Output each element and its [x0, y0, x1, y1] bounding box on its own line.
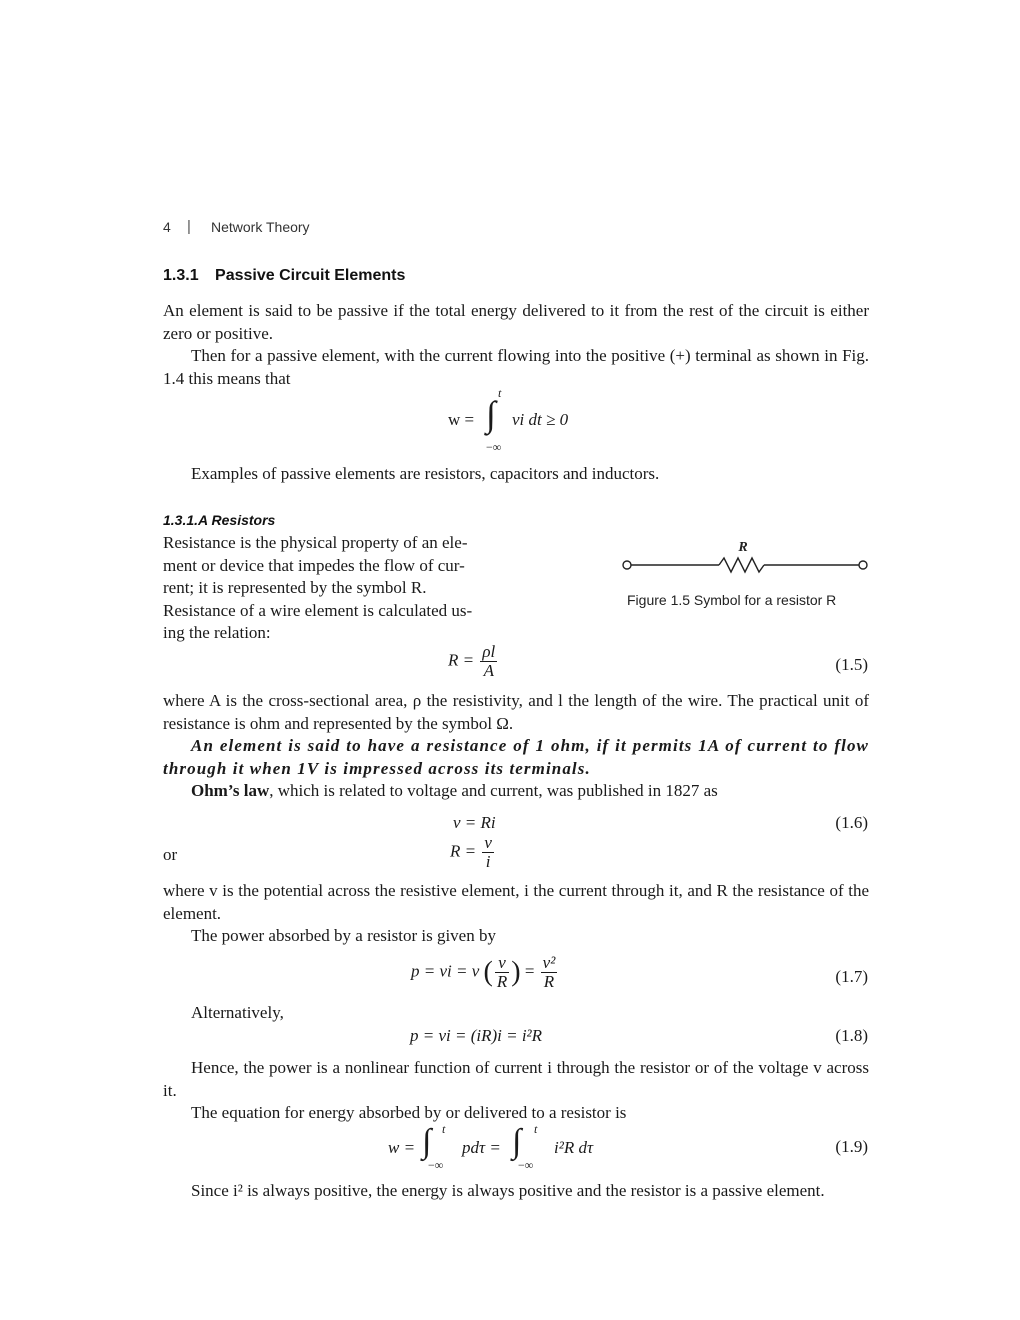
paragraph-v-definition: where v is the potential across the resistive element, i the current through it, and R the resistance of the element. [163, 881, 869, 923]
page-number: 4 [163, 219, 171, 235]
eq-1-7-den-2: R [543, 972, 555, 991]
equation-number-1-5: (1.5) [835, 655, 868, 674]
eq-1-9-body-2: i²R dτ [554, 1138, 594, 1157]
intro-line-1: Resistance is the physical property of an ele- [163, 533, 468, 552]
eq-1-7-paren-close: ) [511, 956, 521, 988]
paragraph-since: Since i² is always positive, the energy is always positive and the resistor is a passive element. [191, 1181, 825, 1200]
paragraph-power: The power absorbed by a resistor is given by [191, 926, 496, 945]
intro-line-5: ing the relation: [163, 623, 271, 642]
paragraph-ohms-law [163, 780, 869, 803]
figure-resistor [615, 534, 875, 614]
eq-1-9-upper-1: t [442, 1122, 446, 1136]
eq-upper-limit: t [498, 386, 502, 400]
eq-1-6-numerator: v [484, 833, 492, 852]
equation-1-6: v = Ri [453, 813, 496, 832]
eq-1-5-lhs: R = [448, 650, 475, 670]
paragraph-energy: The equation for energy absorbed by or delivered to a resistor is [191, 1103, 627, 1122]
equation-number-1-9: (1.9) [835, 1137, 868, 1156]
eq-1-7-num-1: v [495, 954, 509, 973]
eq-1-7-num-2: v² [542, 953, 556, 972]
running-header-title: Network Theory [211, 219, 310, 235]
intro-line-3: rent; it is represented by the symbol R. [163, 578, 427, 597]
eq-1-5-denominator: A [483, 661, 494, 680]
paragraph-cross-section: where A is the cross-sectional area, ρ the resistivity, and l the length of the wire. The practical unit of resistance is ohm and represented by the symbol Ω. [163, 691, 869, 733]
resistor-zigzag [719, 558, 764, 572]
terminal-left [623, 561, 631, 569]
eq-integral-sign: ∫ [486, 394, 496, 434]
equation-passive-energy [448, 386, 608, 456]
eq-1-9-integral-1: ∫ [422, 1123, 432, 1160]
eq-1-9-lower-1: −∞ [428, 1158, 444, 1172]
paragraph-hence: Hence, the power is a nonlinear function of current i through the resistor or of the voltage v across it. [163, 1058, 869, 1100]
paragraph-definition-passive: An element is said to be passive if the total energy delivered to it from the rest of the circuit is either zero or positive. [163, 301, 869, 343]
ohms-law-term: Ohm’s law [191, 781, 270, 800]
eq-1-9-lhs: w = [388, 1138, 416, 1157]
eq-1-5-fraction [480, 643, 497, 680]
eq-1-9-integral-2: ∫ [512, 1123, 522, 1160]
resistor-symbol-graphic [615, 534, 875, 584]
or-label: or [163, 845, 178, 864]
section-title: Passive Circuit Elements [215, 267, 406, 284]
eq-1-5-numerator: ρl [482, 642, 496, 661]
paragraph-alternatively: Alternatively, [191, 1003, 284, 1022]
eq-lhs: w = [448, 410, 475, 429]
eq-1-6-fraction [482, 834, 494, 871]
intro-line-4: Resistance of a wire element is calculated us- [163, 600, 473, 620]
subsection-heading: 1.3.1.A Resistors [163, 512, 276, 528]
eq-1-7-fraction-2 [541, 954, 558, 991]
eq-lower-limit: −∞ [486, 440, 502, 454]
equation-number-1-7: (1.7) [835, 967, 868, 986]
section-number: 1.3.1 [163, 267, 199, 284]
equation-1-7 [411, 954, 559, 991]
equation-number-1-6: (1.6) [835, 813, 868, 832]
intro-line-2: ment or device that impedes the flow of cur- [163, 555, 465, 575]
eq-1-6-denominator: i [485, 852, 491, 871]
eq-1-7-den-1: R [496, 972, 508, 991]
equation-1-6-alt [450, 834, 496, 871]
equation-number-1-8: (1.8) [835, 1026, 868, 1045]
equation-1-8: p = vi = (iR)i = i²R [410, 1026, 543, 1045]
eq-body: vi dt ≥ 0 [512, 410, 569, 429]
paragraph-passive-examples: Examples of passive elements are resistors, capacitors and inductors. [191, 464, 660, 483]
eq-1-7-left: p = vi = v [411, 961, 480, 981]
header-separator: | [187, 218, 191, 235]
paragraph-ohm-definition: An element is said to have a resistance of 1 ohm, if it permits 1A of current to flow through it when 1V is impressed across its terminals. [163, 736, 869, 778]
equation-1-9 [388, 1122, 628, 1174]
paragraph-passive-condition: Then for a passive element, with the current flowing into the positive (+) terminal as shown in Fig. 1.4 this means that [163, 346, 869, 388]
eq-1-9-lower-2: −∞ [518, 1158, 534, 1172]
section-heading [163, 267, 405, 285]
eq-1-7-fraction-1 [495, 954, 509, 991]
eq-1-7-equals: = [524, 961, 535, 981]
eq-1-7-paren-open: ( [483, 956, 493, 988]
resistor-label: R [738, 540, 748, 555]
ohms-law-rest: , which is related to voltage and current, was published in 1827 as [269, 781, 718, 800]
equation-1-5 [448, 643, 499, 680]
figure-caption: Figure 1.5 Symbol for a resistor R [627, 592, 837, 608]
terminal-right [859, 561, 867, 569]
eq-1-9-body-1: pdτ = [462, 1138, 501, 1157]
eq-1-6-lhs: R = [450, 841, 477, 861]
resistor-intro-text [163, 532, 523, 645]
eq-1-9-upper-2: t [534, 1122, 538, 1136]
